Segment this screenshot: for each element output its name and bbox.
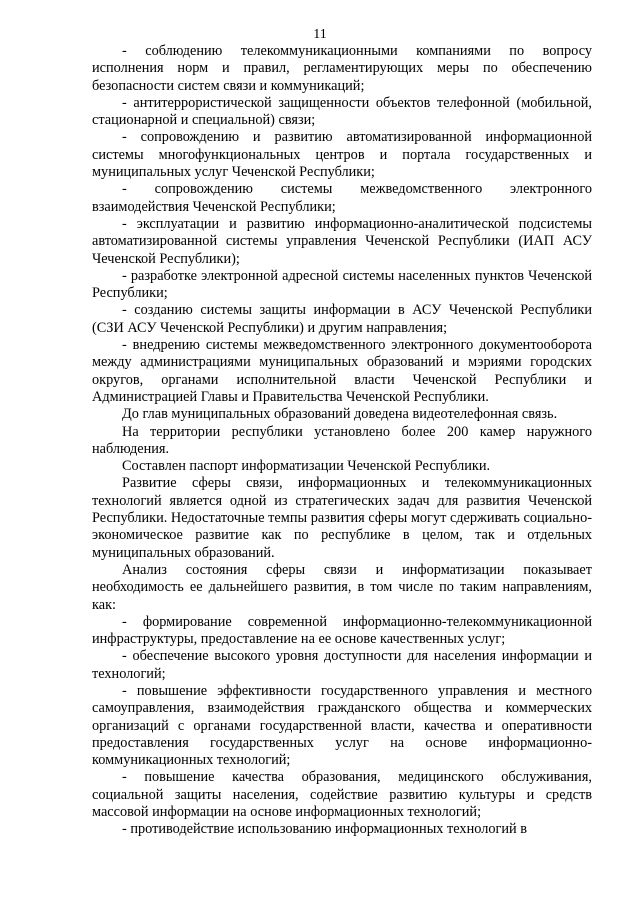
paragraph-development: Развитие сферы связи, информационных и телекоммуникационных технологий является одной из стратегических задач для развития Чеченской Республики. Недостаточные темпы развития сферы могут сдерживать социально-экономическое развитие как по республике в целом, так и отдельных муниципальных образований. (92, 475, 592, 561)
page-number: 11 (313, 27, 327, 42)
paragraph-address-system: - разработке электронной адресной системы населенных пунктов Чеченской Республики; (92, 267, 592, 302)
paragraph-cleanup: - соблюдению телекоммуникационными компаниями по вопросу исполнения норм и правил, регламентирующих меры по обеспечению безопасности систем связи и коммуникаций; (92, 43, 592, 94)
paragraph-iap-asu: - эксплуатации и развитию информационно-аналитической подсистемы автоматизированной системы управления Чеченской Республики (ИАП АСУ Чеченской Республики); (92, 215, 592, 267)
paragraph-videophone: До глав муниципальных образований доведена видеотелефонная связь. (122, 406, 558, 423)
paragraph-counteraction: - противодействие использованию информационных технологий в (122, 821, 527, 838)
paragraph-antiterror: - антитеррористической защищенности объектов телефонной (мобильной, стационарной и специальной) связи; (92, 94, 592, 129)
paragraph-mfc-portal: - сопровождению и развитию автоматизированной информационной системы многофункциональных центров и портала государственных и муниципальных услуг Чеченской Республики; (92, 129, 592, 181)
paragraph-passport: Составлен паспорт информатизации Чеченской Республики. (122, 458, 491, 475)
paragraph-sed: - внедрению системы межведомственного электронного документооборота между администрациями муниципальных образований и мэриями городских округов, органами исполнительной власти Чеченской Республики и Администрацией Главы и Правительства Чеченской Республики. (92, 337, 592, 405)
paragraph-cameras: На территории республики установлено более 200 камер наружного наблюдения. (92, 423, 592, 457)
document-body (92, 43, 592, 839)
paragraph-quality: - повышение качества образования, медицинского обслуживания, социальной защиты населения, содействие развитию культуры и средств массовой информации на основе информационных технологий; (92, 769, 592, 821)
paragraph-accessibility: - обеспечение высокого уровня доступности для населения информации и технологий; (92, 648, 592, 682)
paragraph-analysis: Анализ состояния сферы связи и информатизации показывает необходимость ее дальнейшего развития, в том числе по таким направлениям, как: (92, 561, 592, 613)
paragraph-smev: - сопровождению системы межведомственного электронного взаимодействия Чеченской Республики; (92, 181, 592, 215)
paragraph-infrastructure: - формирование современной информационно-телекоммуникационной инфраструктуры, предоставление на ее основе качественных услуг; (92, 613, 592, 648)
paragraph-governance: - повышение эффективности государственного управления и местного самоуправления, взаимодействия гражданского общества и коммерческих организаций с органами государственной власти, качества и оперативности предоставления государственных услуг на основе информационно-коммуникационных технологий; (92, 682, 592, 769)
paragraph-szi-asu: - созданию системы защиты информации в АСУ Чеченской Республики (СЗИ АСУ Чеченской Республики) и другим направления; (92, 302, 592, 336)
